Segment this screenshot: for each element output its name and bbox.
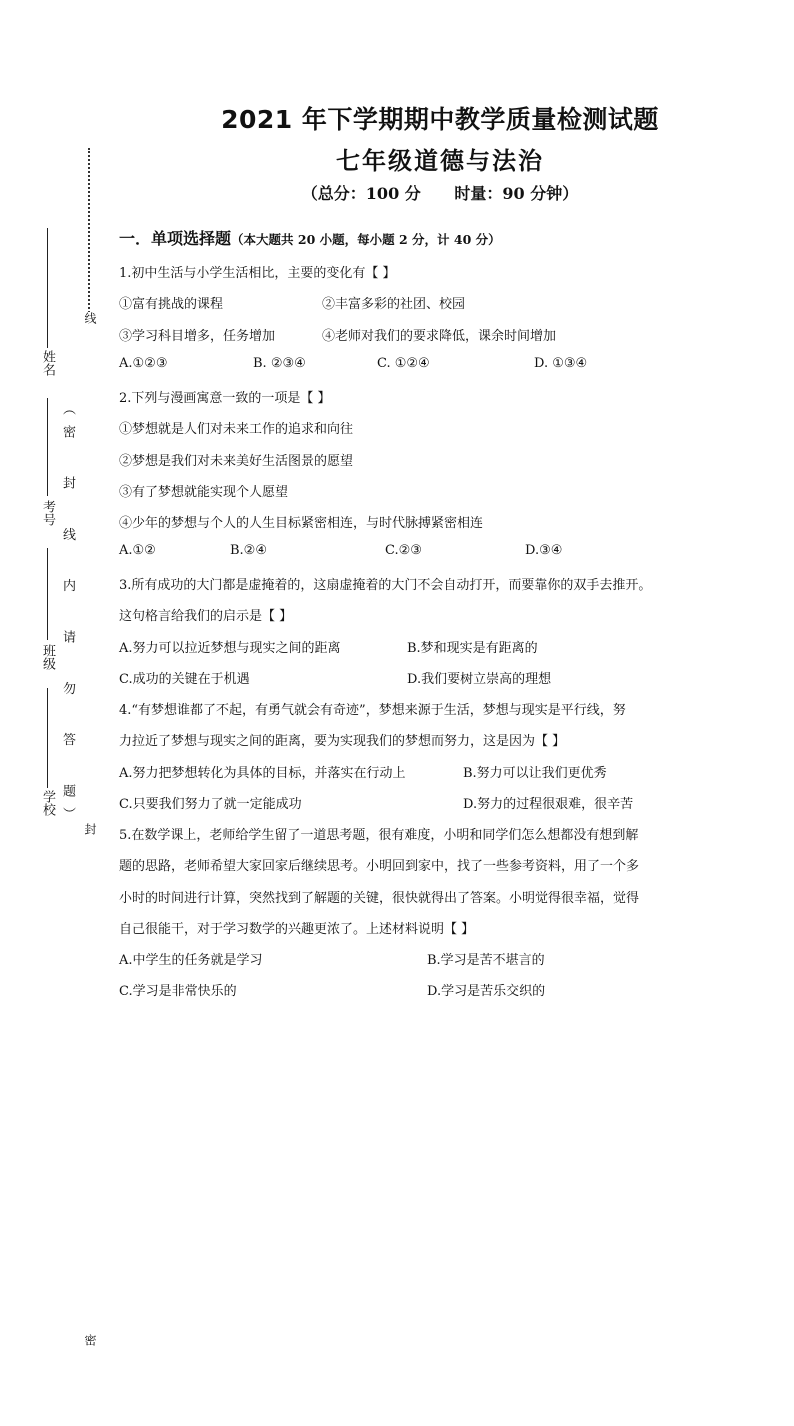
name-label: 姓名 xyxy=(40,350,55,376)
q5-stem-line-2: 题的思路，老师希望大家回家后继续思考。小明回到家中，找了一些参考资料，用了一个多 xyxy=(119,859,640,874)
q3-option-d: D.我们要树立崇高的理想 xyxy=(407,672,552,687)
school-label: 学校 xyxy=(40,790,55,816)
q1-statement-3: ③学习科目增多，任务增加 xyxy=(119,329,276,344)
q2-option-c: C.②③ xyxy=(385,543,422,558)
q4-stem-line-1: 4.“有梦想谁都了不起，有勇气就会有奇迹”，梦想来源于生活，梦想与现实是平行线，努 xyxy=(119,703,626,718)
q2-option-b: B.②④ xyxy=(230,543,267,558)
q3-stem-line-2: 这句格言给我们的启示是【 】 xyxy=(119,609,293,624)
score-time-line xyxy=(120,181,760,204)
q4-option-b: B.努力可以让我们更优秀 xyxy=(463,766,607,781)
q2-statement-1: ①梦想就是人们对未来工作的追求和向往 xyxy=(119,422,354,437)
q1-stem: 1.初中生活与小学生活相比，主要的变化有【 】 xyxy=(119,266,396,281)
name-underline xyxy=(47,228,48,348)
q2-option-a: A.①② xyxy=(119,543,156,558)
q3-option-b: B.梦和现实是有距离的 xyxy=(407,641,538,656)
exam-no-label: 考号 xyxy=(40,500,55,526)
class-label: 班级 xyxy=(40,644,55,670)
q2-stem: 2.下列与漫画寓意一致的一项是【 】 xyxy=(119,391,331,406)
exam-title: 2021 年下学期期中教学质量检测试题 xyxy=(221,105,659,134)
q4-stem-line-2: 力拉近了梦想与现实之间的距离，要为实现我们的梦想而努力，这是因为【 】 xyxy=(119,734,566,749)
q1-statement-4: ④老师对我们的要求降低，课余时间增加 xyxy=(322,329,557,344)
q1-statement-2: ②丰富多彩的社团、校园 xyxy=(322,297,466,312)
q5-stem-line-4: 自己很能干，对于学习数学的兴趣更浓了。上述材料说明【 】 xyxy=(119,922,475,937)
q5-option-a: A.中学生的任务就是学习 xyxy=(119,953,263,968)
q2-statement-4: ④少年的梦想与个人的人生目标紧密相连，与时代脉搏紧密相连 xyxy=(119,516,484,531)
section-title: 一．单项选择题 xyxy=(119,229,232,248)
class-underline xyxy=(47,548,48,640)
exam-subtitle: 七年级道德与法治 xyxy=(336,146,544,175)
q2-statement-2: ②梦想是我们对未来美好生活图景的愿望 xyxy=(119,454,354,469)
q1-statement-1: ①富有挑战的课程 xyxy=(119,297,224,312)
q5-stem-line-3: 小时的时间进行计算，突然找到了解题的关键，很快就得出了答案。小明觉得很幸福，觉得 xyxy=(119,891,640,906)
q5-option-d: D.学习是苦乐交织的 xyxy=(427,984,546,999)
q4-option-d: D.努力的过程很艰难，很辛苦 xyxy=(463,797,634,812)
q3-option-c: C.成功的关键在于机遇 xyxy=(119,672,250,687)
q5-stem-line-1: 5.在数学课上，老师给学生留了一道思考题，很有难度，小明和同学们怎么想都没有想到解 xyxy=(119,828,639,843)
total-score: （总分：100 分 xyxy=(301,184,421,203)
q1-option-a: A.①②③ xyxy=(119,356,168,371)
section-note: （本大题共 20 小题，每小题 2 分，计 40 分） xyxy=(231,232,501,247)
exam-no-underline xyxy=(47,398,48,496)
section-heading xyxy=(119,226,501,249)
school-underline xyxy=(47,688,48,788)
q1-option-d: D. ①③④ xyxy=(534,356,588,371)
seal-notice: （密 封 线 内 请 勿 答 题） xyxy=(60,402,75,830)
q5-option-c: C.学习是非常快乐的 xyxy=(119,984,237,999)
time-limit: 时量：90 分钟） xyxy=(454,184,579,203)
q2-option-d: D.③④ xyxy=(525,543,563,558)
q4-option-a: A.努力把梦想转化为具体的目标，并落实在行动上 xyxy=(119,766,406,781)
q5-option-b: B.学习是苦不堪言的 xyxy=(427,953,545,968)
q1-option-c: C. ①②④ xyxy=(377,356,430,371)
q3-option-a: A.努力可以拉近梦想与现实之间的距离 xyxy=(119,641,341,656)
q2-statement-3: ③有了梦想就能实现个人愿望 xyxy=(119,485,289,500)
q4-option-c: C.只要我们努力了就一定能成功 xyxy=(119,797,302,812)
seal-line-text: 线 封 密 xyxy=(83,312,97,1426)
q1-option-b: B. ②③④ xyxy=(253,356,306,371)
q3-stem-line-1: 3.所有成功的大门都是虚掩着的，这扇虚掩着的大门不会自动打开，而要靠你的双手去推开。 xyxy=(119,578,652,593)
